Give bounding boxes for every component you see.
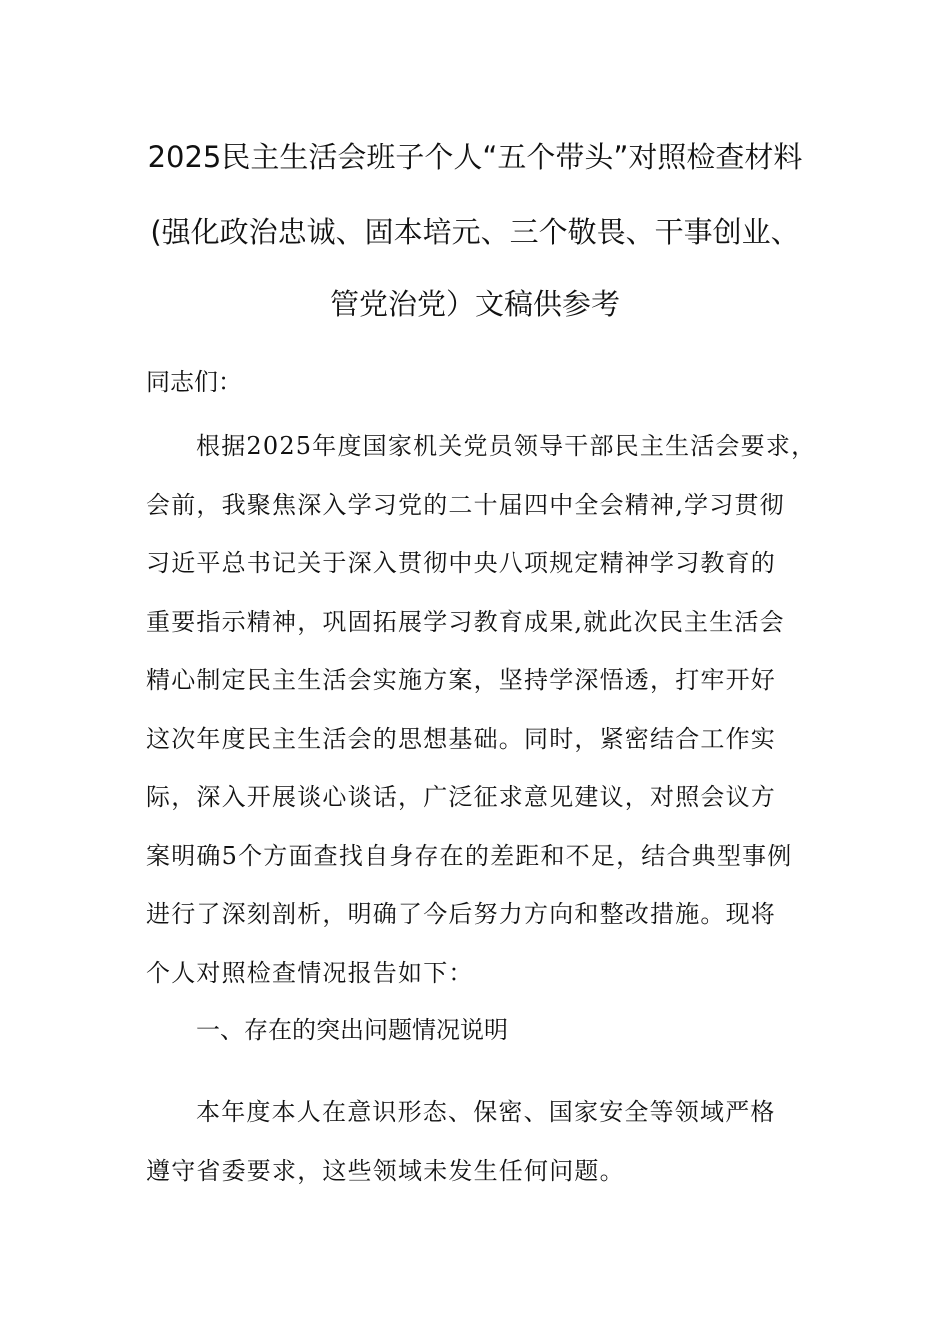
section-paragraph: [146, 1096, 776, 1213]
document-title-line-1: 2025民主生活会班子个人“五个带头”对照检查材料: [147, 140, 803, 174]
paragraph-line: 习近平总书记关于深入贯彻中央八项规定精神学习教育的: [146, 549, 776, 577]
document-title-line-3: 管党治党）文稿供参考: [329, 287, 620, 321]
paragraph-line: 案明确5个方面查找自身存在的差距和不足，结合典型事例: [146, 841, 793, 870]
paragraph-line: 个人对照检查情况报告如下：: [146, 958, 474, 987]
paragraph-line: 本年度本人在意识形态、保密、国家安全等领域严格: [196, 1098, 776, 1126]
salutation: 同志们：: [146, 368, 242, 396]
document-title-line-2: (强化政治忠诚、固本培元、三个敬畏、干事创业、: [150, 215, 800, 249]
intro-paragraph: [146, 430, 816, 1015]
paragraph-line: 根据2025年度国家机关党员领导干部民主生活会要求，: [196, 432, 817, 460]
paragraph-line: 重要指示精神，巩固拓展学习教育成果,就此次民主生活会: [146, 607, 785, 636]
paragraph-line: 会前，我聚焦深入学习党的二十届四中全会精神,学习贯彻: [146, 490, 785, 519]
paragraph-line: 进行了深刻剖析，明确了今后努力方向和整改措施。现将: [146, 900, 776, 928]
paragraph-line: 际，深入开展谈心谈话，广泛征求意见建议，对照会议方: [146, 783, 776, 811]
paragraph-line: 这次年度民主生活会的思想基础。同时，紧密结合工作实: [146, 724, 776, 753]
section-heading: 一、存在的突出问题情况说明: [196, 1016, 508, 1044]
paragraph-line: 遵守省委要求，这些领域未发生任何问题。: [146, 1156, 625, 1185]
paragraph-line: 精心制定民主生活会实施方案，坚持学深悟透，打牢开好: [146, 666, 776, 694]
